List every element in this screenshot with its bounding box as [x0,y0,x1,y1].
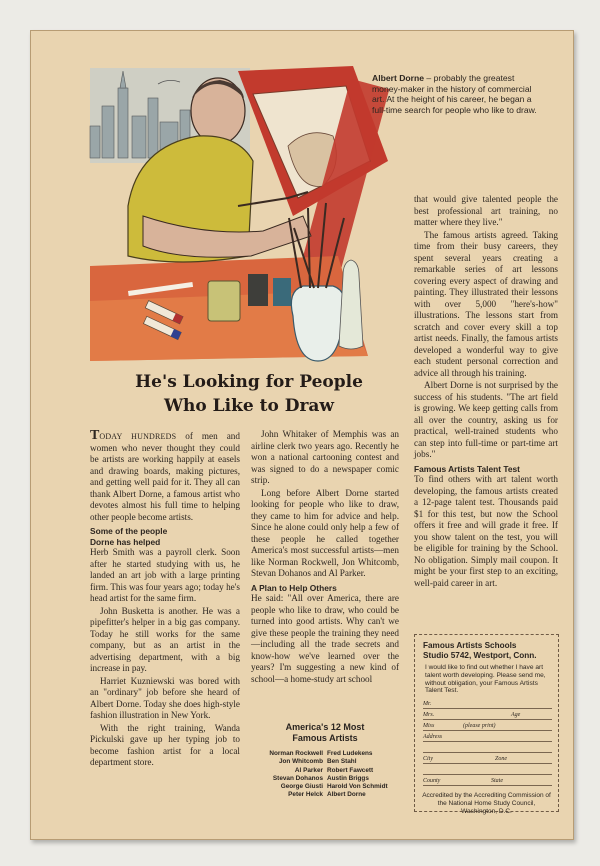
blank-field[interactable] [423,764,552,775]
state-label: State [491,778,503,785]
col2-paragraph-2: Long before Albert Dorne started looking for people who like to draw, they came to him for advice and help. Since he alone could only help a few of these people he called together America's most successful artists—men like Norman Rockwell, Jon Whitcomb, Stevan Dohanos and Al Parker. [251,487,399,578]
subhead-talent-test: Famous Artists Talent Test [414,463,520,474]
artist-name: Harold Von Schmidt [327,783,388,791]
coupon-title [415,635,558,661]
artist-name: Fred Ludekens [327,750,373,757]
mail-coupon[interactable] [414,634,559,815]
col3-paragraph-4: To find others with art talent worth developing, the famous artists created a 12-page talent test. Thousands paid $1 for this test, but now the School offers it free and will grade it free. If you show talent on the test, you will be eligible for training by the School. No obligation. Simply mail coupon. It might be your first step to an exciting, well-paid career in art. [414,474,558,588]
caption-text: – probably the greatest money-maker in the history of commercial art. At the height of his career, he began a full-time search for people who like to draw. [372,73,537,115]
col1-paragraph-5: With the right training, Wanda Pickulski gave up her typing job to become fashion artist for a local department store. [90,722,240,767]
artist-name: Jon Whitcomb [278,758,323,766]
miss-label: Miss [423,723,435,730]
blank-field[interactable] [423,742,552,753]
accreditation-note: Accredited by the Accrediting Commission of the National Home Study Council, Washington, D.C. [422,792,551,815]
artist-name: Ben Stahl [327,758,357,766]
col2-paragraph-3: He said: "All over America, there are people who like to draw, who could be turned into good artists. Why can't we give these people the training they need—including all the trade secrets and know-how we've learned over the years? I'm suggesting a new kind of school—a home-study art school [251,593,399,684]
caption-name: Albert Dorne [372,73,425,83]
artist-name: Austin Briggs [327,774,369,782]
mrs-age-field[interactable] [423,709,552,720]
subhead-line2: Dorne has helped [90,536,161,547]
artist-illustration [88,66,408,366]
age-label: Age [511,712,521,719]
artist-name: Norman Rockwell [269,750,323,757]
illustration-caption [372,73,537,115]
col1-p1-text: of men and women who never thought they could be artists are working happily at easels and drawing boards, making pictures, and getting well paid for it. They all can thank Albert Dorne, a famous artist who devotes almost his full time to helping other people become artists. [90,431,240,522]
miss-field[interactable] [423,720,552,731]
zone-label: Zone [495,756,507,763]
col3-paragraph-2: The famous artists agreed. Taking time from their busy careers, they spent several years creating a remarkable series of art lessons covering every aspect of drawing and painting. They illustrated their lessons with over 5,000 "here's-how" illustrations. The lessons start from scratch and cover every skill a top artist needs. Finally, the famous artists developed a wonderful way to give each student personal correction and advice all through his training. [414,229,558,378]
print-note: (please print) [463,723,496,730]
artists-title-line1: America's 12 Most [285,722,365,732]
headline [88,370,410,418]
drop-cap: T [90,428,100,443]
city-label: City [423,756,433,763]
col1-paragraph-4: Harriet Kuzniewski was bored with an "ordinary" job before she heard of Albert Dorne. Today she does high-style fashion illustration in New York. [90,675,240,720]
article-column-3 [414,194,558,590]
city-zone-field[interactable] [423,753,552,764]
col3-paragraph-1: that would give talented people the best professional art training, no matter where they live." [414,194,558,227]
artist-name: Stevan Dohanos [272,774,323,782]
lead-caps: ODAY HUNDREDS [99,432,177,441]
county-label: County [423,778,441,785]
artist-name: Albert Dorne [327,791,366,799]
address-label: Address [423,734,443,741]
coupon-title-line1: Famous Artists Schools [423,641,517,650]
col2-paragraph-1: John Whitaker of Memphis was an airline clerk two years ago. Recently he won a national cartooning contest and was signed to do a newspaper comic strip. [251,429,399,485]
artists-names-grid [251,750,399,800]
subhead-plan: A Plan to Help Others [251,582,337,593]
famous-artists-box [251,722,399,800]
col1-paragraph-1 [90,430,240,523]
col3-paragraph-3: Albert Dorne is not surprised by the success of his students. "The art field is growing. We keep getting calls from all over the country, asking us for practical, well-trained students who can step into full-time or part-time art jobs." [414,380,558,459]
subhead-people-helped [90,526,240,547]
mrs-label: Mrs. [423,712,435,719]
col1-paragraph-3: John Busketta is another. He was a pipefitter's helper in a big gas company. Today he still works for the same company, but as an artist in the advertising department, with a big increase in pay. [90,605,240,673]
artist-name: Robert Fawcett [327,766,374,774]
mr-field[interactable] [423,698,552,709]
mr-label: Mr. [423,701,432,708]
coupon-form [415,695,558,786]
col1-paragraph-2: Herb Smith was a payroll clerk. Soon after he started studying with us, he landed an art job with a large printing firm. This was four years ago; today he's head artist for the same firm. [90,547,240,603]
coupon-title-line2: Studio 5742, Westport, Conn. [423,651,537,660]
article-column-2 [251,429,399,686]
artist-name: George Giusti [280,783,323,791]
address-field[interactable] [423,731,552,742]
article-column-1 [90,430,240,770]
coupon-body: I would like to find out whether I have art talent worth developing. Please send me, without obligation, your Famous Artists Talent Test. [425,664,546,695]
subhead-line1: Some of the people [90,526,168,536]
artist-name: Peter Helck [288,791,323,799]
artists-title-line2: Famous Artists [292,733,358,743]
artists-title [251,722,399,744]
county-state-field[interactable] [423,775,552,786]
headline-line1: He's Looking for People [135,372,363,392]
artist-name: Al Parker [294,766,323,774]
headline-line2: Who Like to Draw [163,396,335,416]
